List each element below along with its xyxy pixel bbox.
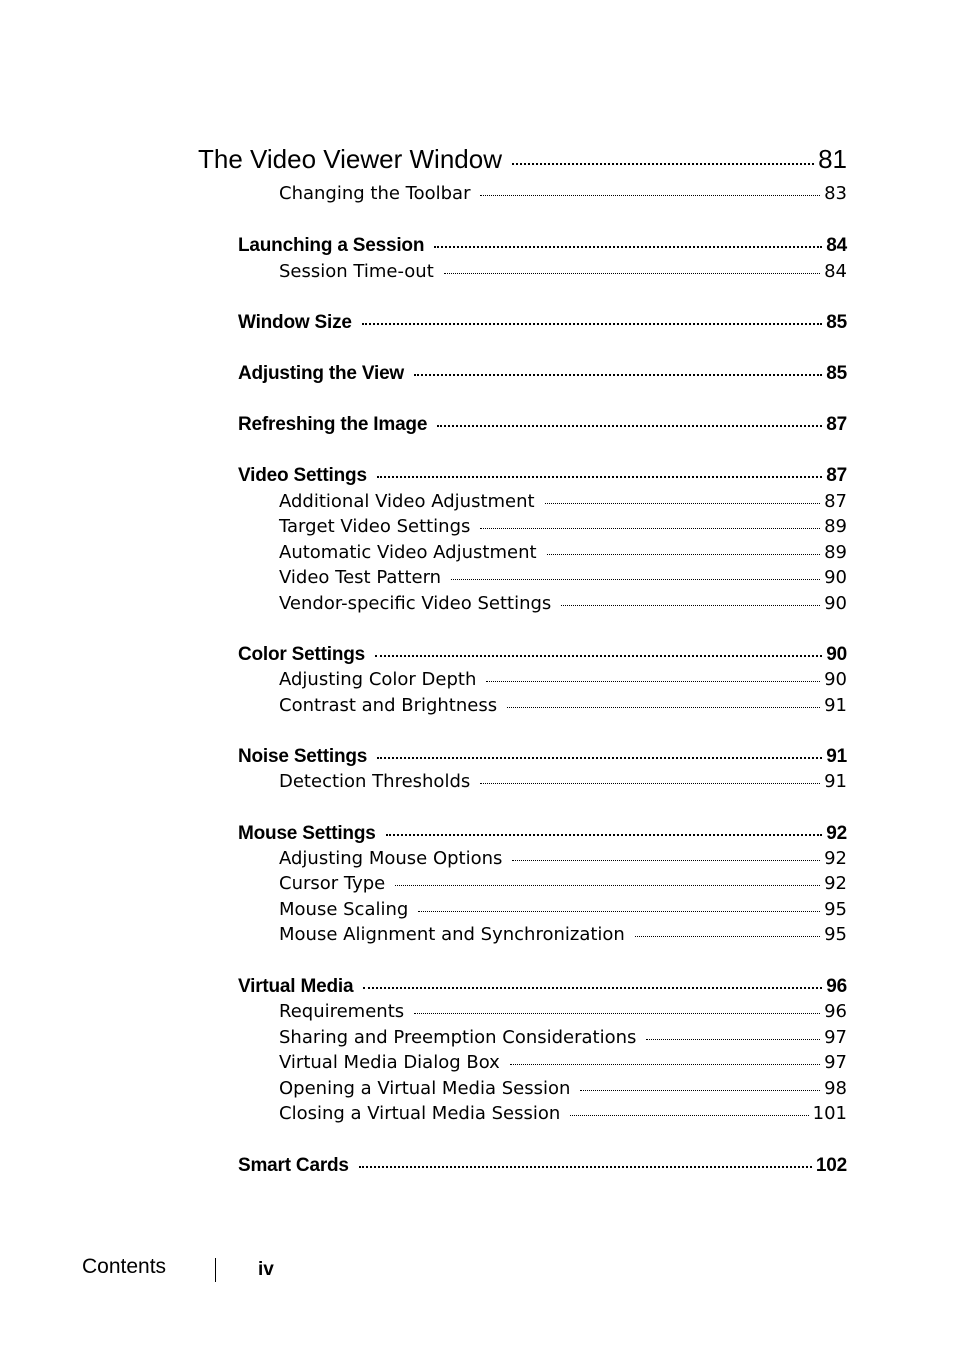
toc-entry (238, 746, 847, 768)
entry-title: Video Settings (238, 465, 367, 486)
entry-title: Session Time-out (279, 261, 434, 282)
leader-dots (434, 246, 822, 248)
entry-title: Color Settings (238, 644, 366, 665)
leader-dots (486, 681, 820, 682)
entry-title: Closing a Virtual Media Session (279, 1103, 561, 1124)
entry-page: 87 (826, 414, 847, 435)
leader-dots (386, 834, 823, 836)
toc-entry (279, 1078, 847, 1099)
toc-entry (279, 669, 847, 690)
footer-page-number: iv (258, 1259, 274, 1280)
entry-title: Additional Video Adjustment (279, 491, 535, 512)
leader-dots (480, 783, 820, 784)
entry-title: Adjusting Mouse Options (279, 848, 503, 869)
toc-entry (279, 695, 847, 716)
entry-page: 102 (815, 1155, 847, 1176)
footer-divider (215, 1258, 216, 1282)
leader-dots (437, 425, 822, 427)
leader-dots (451, 579, 820, 580)
entry-title: Adjusting the View (238, 363, 405, 384)
entry-title: Sharing and Preemption Considerations (279, 1027, 637, 1048)
entry-title: Mouse Settings (238, 823, 376, 844)
entry-title: Noise Settings (238, 746, 368, 767)
entry-page: 87 (826, 465, 847, 486)
entry-page: 87 (824, 491, 847, 512)
entry-page: 90 (824, 593, 847, 614)
entry-page: 92 (826, 823, 847, 844)
toc-entry (279, 542, 847, 563)
entry-page: 85 (826, 363, 847, 384)
entry-title: Contrast and Brightness (279, 695, 498, 716)
entry-page: 97 (824, 1027, 847, 1048)
entry-page: 84 (824, 261, 847, 282)
toc-entry (238, 312, 847, 334)
entry-page: 96 (826, 976, 847, 997)
leader-dots (580, 1090, 820, 1091)
entry-page: 90 (824, 567, 847, 588)
leader-dots (547, 554, 821, 555)
leader-dots (512, 163, 814, 165)
entry-page: 91 (826, 746, 847, 767)
entry-page: 95 (824, 899, 847, 920)
toc-entry (279, 491, 847, 512)
entry-title: Target Video Settings (279, 516, 471, 537)
toc-entry (279, 567, 847, 588)
leader-dots (414, 374, 822, 376)
leader-dots (480, 528, 820, 529)
toc-entry (279, 1052, 847, 1073)
leader-dots (377, 476, 822, 478)
toc-entry (198, 144, 847, 175)
entry-title: Mouse Scaling (279, 899, 409, 920)
toc-entry (238, 465, 847, 487)
entry-title: Window Size (238, 312, 352, 333)
entry-title: Changing the Toolbar (279, 183, 471, 204)
entry-title: Virtual Media (238, 976, 354, 997)
entry-page: 90 (826, 644, 847, 665)
toc-entry (279, 848, 847, 869)
leader-dots (362, 323, 823, 325)
entry-title: Launching a Session (238, 235, 425, 256)
leader-dots (363, 987, 822, 989)
toc-entry (279, 771, 847, 792)
entry-page: 81 (818, 144, 847, 174)
entry-title: Requirements (279, 1001, 405, 1022)
toc-entry (238, 644, 847, 666)
toc-entry (238, 976, 847, 998)
toc-entry (238, 363, 847, 385)
entry-page: 92 (824, 873, 847, 894)
entry-page: 89 (824, 542, 847, 563)
toc-entry (279, 183, 847, 204)
entry-page: 84 (826, 235, 847, 256)
leader-dots (444, 273, 820, 274)
toc-entry (238, 823, 847, 845)
toc-entry (238, 235, 847, 257)
entry-title: Video Test Pattern (279, 567, 442, 588)
leader-dots (561, 605, 820, 606)
toc-entry (238, 1155, 847, 1177)
entry-title: Mouse Alignment and Synchronization (279, 924, 625, 945)
leader-dots (635, 936, 820, 937)
leader-dots (375, 655, 822, 657)
entry-page: 98 (824, 1078, 847, 1099)
leader-dots (510, 1064, 820, 1065)
entry-page: 101 (812, 1103, 847, 1124)
entry-title: Virtual Media Dialog Box (279, 1052, 500, 1073)
entry-page: 91 (824, 695, 847, 716)
toc-entry (279, 1103, 847, 1124)
entry-page: 96 (824, 1001, 847, 1022)
toc-entry (238, 414, 847, 436)
entry-title: Automatic Video Adjustment (279, 542, 537, 563)
entry-title: Smart Cards (238, 1155, 349, 1176)
footer-label: Contents (82, 1255, 167, 1278)
entry-title: Adjusting Color Depth (279, 669, 477, 690)
leader-dots (646, 1039, 820, 1040)
leader-dots (570, 1115, 808, 1116)
toc-entry (279, 1001, 847, 1022)
entry-title: Refreshing the Image (238, 414, 428, 435)
entry-title: Opening a Virtual Media Session (279, 1078, 571, 1099)
toc-entry (279, 516, 847, 537)
leader-dots (414, 1013, 820, 1014)
entry-title: The Video Viewer Window (198, 144, 502, 174)
leader-dots (507, 707, 820, 708)
leader-dots (418, 911, 820, 912)
entry-title: Cursor Type (279, 873, 386, 894)
toc-entry (279, 1027, 847, 1048)
entry-page: 97 (824, 1052, 847, 1073)
toc-entry (279, 924, 847, 945)
entry-page: 89 (824, 516, 847, 537)
entry-title: Detection Thresholds (279, 771, 471, 792)
entry-title: Vendor-specific Video Settings (279, 593, 552, 614)
entry-page: 85 (826, 312, 847, 333)
leader-dots (395, 885, 820, 886)
leader-dots (480, 195, 820, 196)
toc-entry (279, 873, 847, 894)
leader-dots (359, 1166, 812, 1168)
entry-page: 95 (824, 924, 847, 945)
entry-page: 92 (824, 848, 847, 869)
entry-page: 83 (824, 183, 847, 204)
toc-entry (279, 593, 847, 614)
leader-dots (545, 503, 821, 504)
entry-page: 90 (824, 669, 847, 690)
leader-dots (512, 860, 820, 861)
toc-entry (279, 261, 847, 282)
toc-entry (279, 899, 847, 920)
leader-dots (377, 757, 822, 759)
entry-page: 91 (824, 771, 847, 792)
